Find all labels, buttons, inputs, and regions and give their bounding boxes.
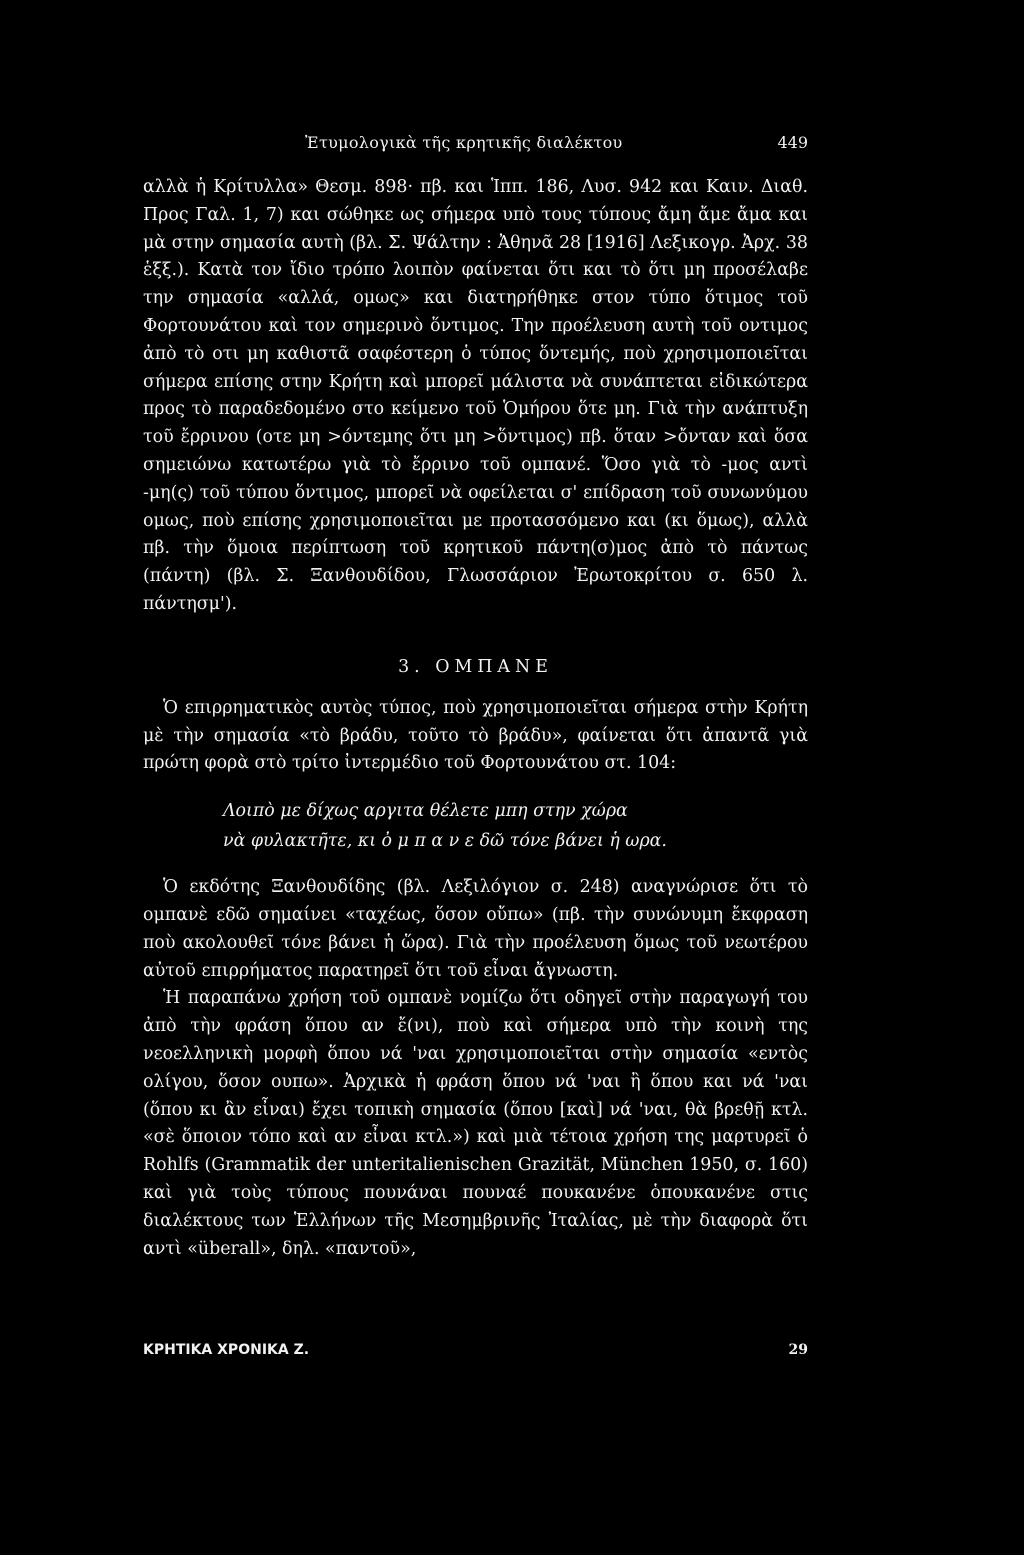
- footer-sheet-number: 29: [788, 1342, 808, 1358]
- running-title: Ἐτυμολογικὰ τῆς κρητικῆς διαλέκτου: [305, 133, 623, 152]
- footer-signature-line: [143, 1338, 808, 1362]
- verse-line-1: Λοιπὸ με δίχως αργιτα θέλετε μπη στην χώρα: [223, 801, 628, 822]
- book-page: [143, 128, 808, 1263]
- body-paragraph-4: Ἡ παραπάνω χρήση τοῦ ομπανὲ νομίζω ὅτι οδηγεῖ στὴν παραγωγή του ἀπὸ τὴν φράση ὅπου αν ἔ(νι), ποὺ καὶ σήμερα υπὸ τὴν κοινὴ της νεοελληνικὴ μορφὴ ὅπου νά 'ναι χρησιμοποιεῖται στὴν σημασία «εντὸς ολίγου, ὅσον ουπω». Ἀρχικὰ ἡ φράση ὅπου νά 'ναι ἢ ὅπου και νά 'ναι (ὅπου κι ἂν εἶναι) ἔχει τοπικὴ σημασία (ὅπου [καὶ] νά 'ναι, θὰ βρεθῇ κτλ. «σὲ ὅποιον τόπο καὶ αν εἶναι κτλ.») καὶ μιὰ τέτοια χρήση της μαρτυρεῖ ὁ Rohlfs (Grammatik der unteritalienischen Grazität, München 1950, σ. 160) καὶ γιὰ τοὺς τύπους πουνάναι πουναέ πουκανένε ὁπουκανένε στις διαλέκτους των Ἑλλήνων τῆς Μεσημβρινῆς Ἰταλίας, μὲ τὴν διαφορὰ ὅτι αντὶ «überall», δηλ. «παντοῦ»,: [143, 988, 808, 1259]
- body-paragraph-1: αλλὰ ἡ Κρίτυλλα» Θεσμ. 898· πβ. και Ἱππ. 186, Λυσ. 942 και Καιν. Διαθ. Προς Γαλ. 1, 7) και σώθηκε ως σήμερα υπὸ τους τύπους ἄμη ἄμε ἄμα και μὰ στην σημασία αυτὴ (βλ. Σ. Ψάλτην : Ἀθηνᾶ 28 [1916] Λεξικογρ. Ἀρχ. 38 ἑξξ.). Κατὰ τον ἴδιο τρόπο λοιπὸν φαίνεται ὅτι και τὸ ὅτι μη προσέλαβε την σημασία «αλλά, ομως» και διατηρήθηκε στον τύπο ὅτιμος τοῦ Φορτουνάτου καὶ τον σημερινὸ ὅντιμος. Την προέλευση αυτὴ τοῦ οντιμος ἀπὸ τὸ οτι μη καθιστᾶ σαφέστερη ὁ τύπος ὅντεμής, ποὺ χρησιμοποιεῖται σήμερα επίσης στην Κρήτη καὶ μπορεῖ μάλιστα νὰ συνάπτεται εἰδικώτερα προς τὸ παραδεδομένο στο κείμενο τοῦ Ὁμήρου ὅτε μη. Γιὰ τὴν ανάπτυξη τοῦ ἔρρινου (οτε μη >όντεμης ὅτι μη >ὅντιμος) πβ. ὅταν >ὄνταν καὶ ὅσα σημειώνω κατωτέρω γιὰ τὸ ἔρρινο τοῦ ομπανέ. Ὅσο γιὰ τὸ -μος αντὶ -μη(ς) τοῦ τύπου ὅντιμος, μπορεῖ νὰ οφείλεται σ' επίδραση τοῦ συνωνύμου ομως, ποὺ επίσης χρησιμοποιεῖται με προτασσόμενο και (κι ὅμως), αλλὰ πβ. τὴν ὅμοια περίπτωση τοῦ κρητικοῦ πάντη(σ)μος ἀπὸ τὸ πάντως (πάντη) (βλ. Σ. Ξανθουδίδου, Γλωσσάριον Ἐρωτοκρίτου σ. 650 λ. πάντησμ').: [143, 177, 808, 614]
- body-paragraph-3: Ὁ εκδότης Ξανθουδίδης (βλ. Λεξιλόγιον σ. 248) αναγνώρισε ὅτι τὸ ομπανὲ εδῶ σημαίνει «ταχέως, ὅσον οὔπω» (πβ. τὴν συνώνυμη ἔκφραση ποὺ ακολουθεῖ τόνε βάνει ἡ ὥρα). Γιὰ τὴν προέλευση ὅμως τοῦ νεωτέρου αὐτοῦ επιρρήματος παρατηρεῖ ὅτι τοῦ εἶναι ἄγνωστη.: [143, 877, 808, 981]
- verse-quotation: [223, 796, 808, 856]
- section-heading: 3. ΟΜΠΑΝΕ: [398, 656, 553, 677]
- page-number: 449: [777, 133, 808, 152]
- verse-line-2: νὰ φυλακτῆτε, κι ὀ μ π α ν ε δῶ τόνε βάνει ἡ ωρα.: [223, 831, 667, 852]
- body-paragraph-2: Ὁ επιρρηματικὸς αυτὸς τύπος, ποὺ χρησιμοποιεῖται σήμερα στὴν Κρήτη μὲ τὴν σημασία «τὸ βράδυ, τοῦτο τὸ βράδυ», φαίνεται ὅτι ἀπαντᾶ γιὰ πρώτη φορὰ στὸ τρίτο ἰντερμέδιο τοῦ Φορτουνάτου στ. 104:: [143, 697, 808, 774]
- running-header: [143, 128, 808, 158]
- footer-signature: ΚΡΗΤΙΚΑ ΧΡΟΝΙΚΑ Ζ.: [143, 1342, 310, 1358]
